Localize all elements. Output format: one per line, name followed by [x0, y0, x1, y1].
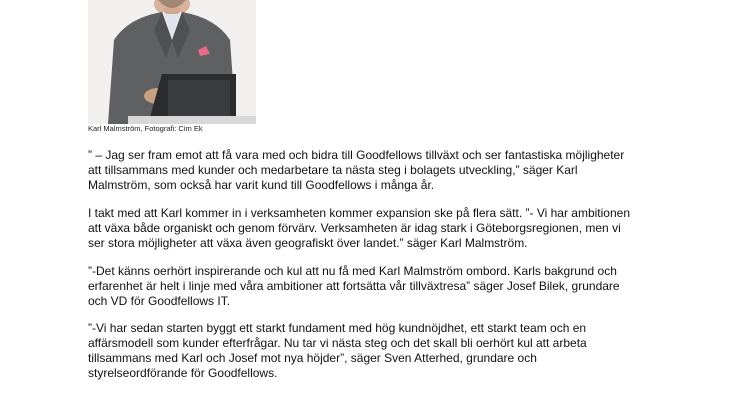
- photo-caption: Karl Malmström, Fotografi: Cim Ek: [88, 124, 203, 133]
- text-line: I takt med att Karl kommer in i verksamheten kommer expansion ske på flera sätt. ”- Vi har ambitionen: [88, 206, 631, 220]
- paragraph-expansion: [88, 206, 688, 251]
- paragraph-quote-sven: [88, 321, 688, 381]
- text-line: ” – Jag ser fram emot att få vara med och bidra till Goodfellows tillväxt och ser fantastiska möjligheter: [88, 148, 625, 162]
- text-line: Malmström, som också har varit kund till Goodfellows i många år.: [88, 178, 435, 192]
- portrait-illustration: [88, 0, 256, 124]
- text-line: och VD för Goodfellows IT.: [88, 294, 231, 308]
- text-line: ”-Det känns oerhört inspirerande och kul att nu få med Karl Malmström ombord. Karls bakgrund och: [88, 264, 617, 278]
- text-line: affärsmodell som kunder efterfrågar. Nu tar vi nästa steg och det skall bli oerhört kul att arbeta: [88, 336, 587, 350]
- text-line: styrelseordförande för Goodfellows.: [88, 366, 278, 380]
- paragraph-quote-josef: [88, 264, 688, 309]
- text-line: att växa både organiskt och genom förvärv. Verksamheten är idag stark i Göteborgsregionen, men vi: [88, 221, 621, 235]
- text-line: ”-Vi har sedan starten byggt ett starkt fundament med hög kundnöjdhet, ett starkt team och en: [88, 321, 587, 335]
- paragraph-quote-karl: [88, 148, 688, 193]
- text-line: ser stora möjligheter att växa även geografiskt över landet.” säger Karl Malmström.: [88, 236, 528, 250]
- portrait-photo: [88, 0, 256, 124]
- text-line: att tillsammans med kunder och medarbetare ta nästa steg i bolagets utveckling,” säger Karl: [88, 163, 578, 177]
- text-line: erfarenhet är helt i linje med våra ambitioner att fortsätta vår tillväxtresa” säger Josef Bilek, grundare: [88, 279, 620, 293]
- text-line: tillsammans med Karl och Josef mot nya höjder”, säger Sven Atterhed, grundare och: [88, 351, 537, 365]
